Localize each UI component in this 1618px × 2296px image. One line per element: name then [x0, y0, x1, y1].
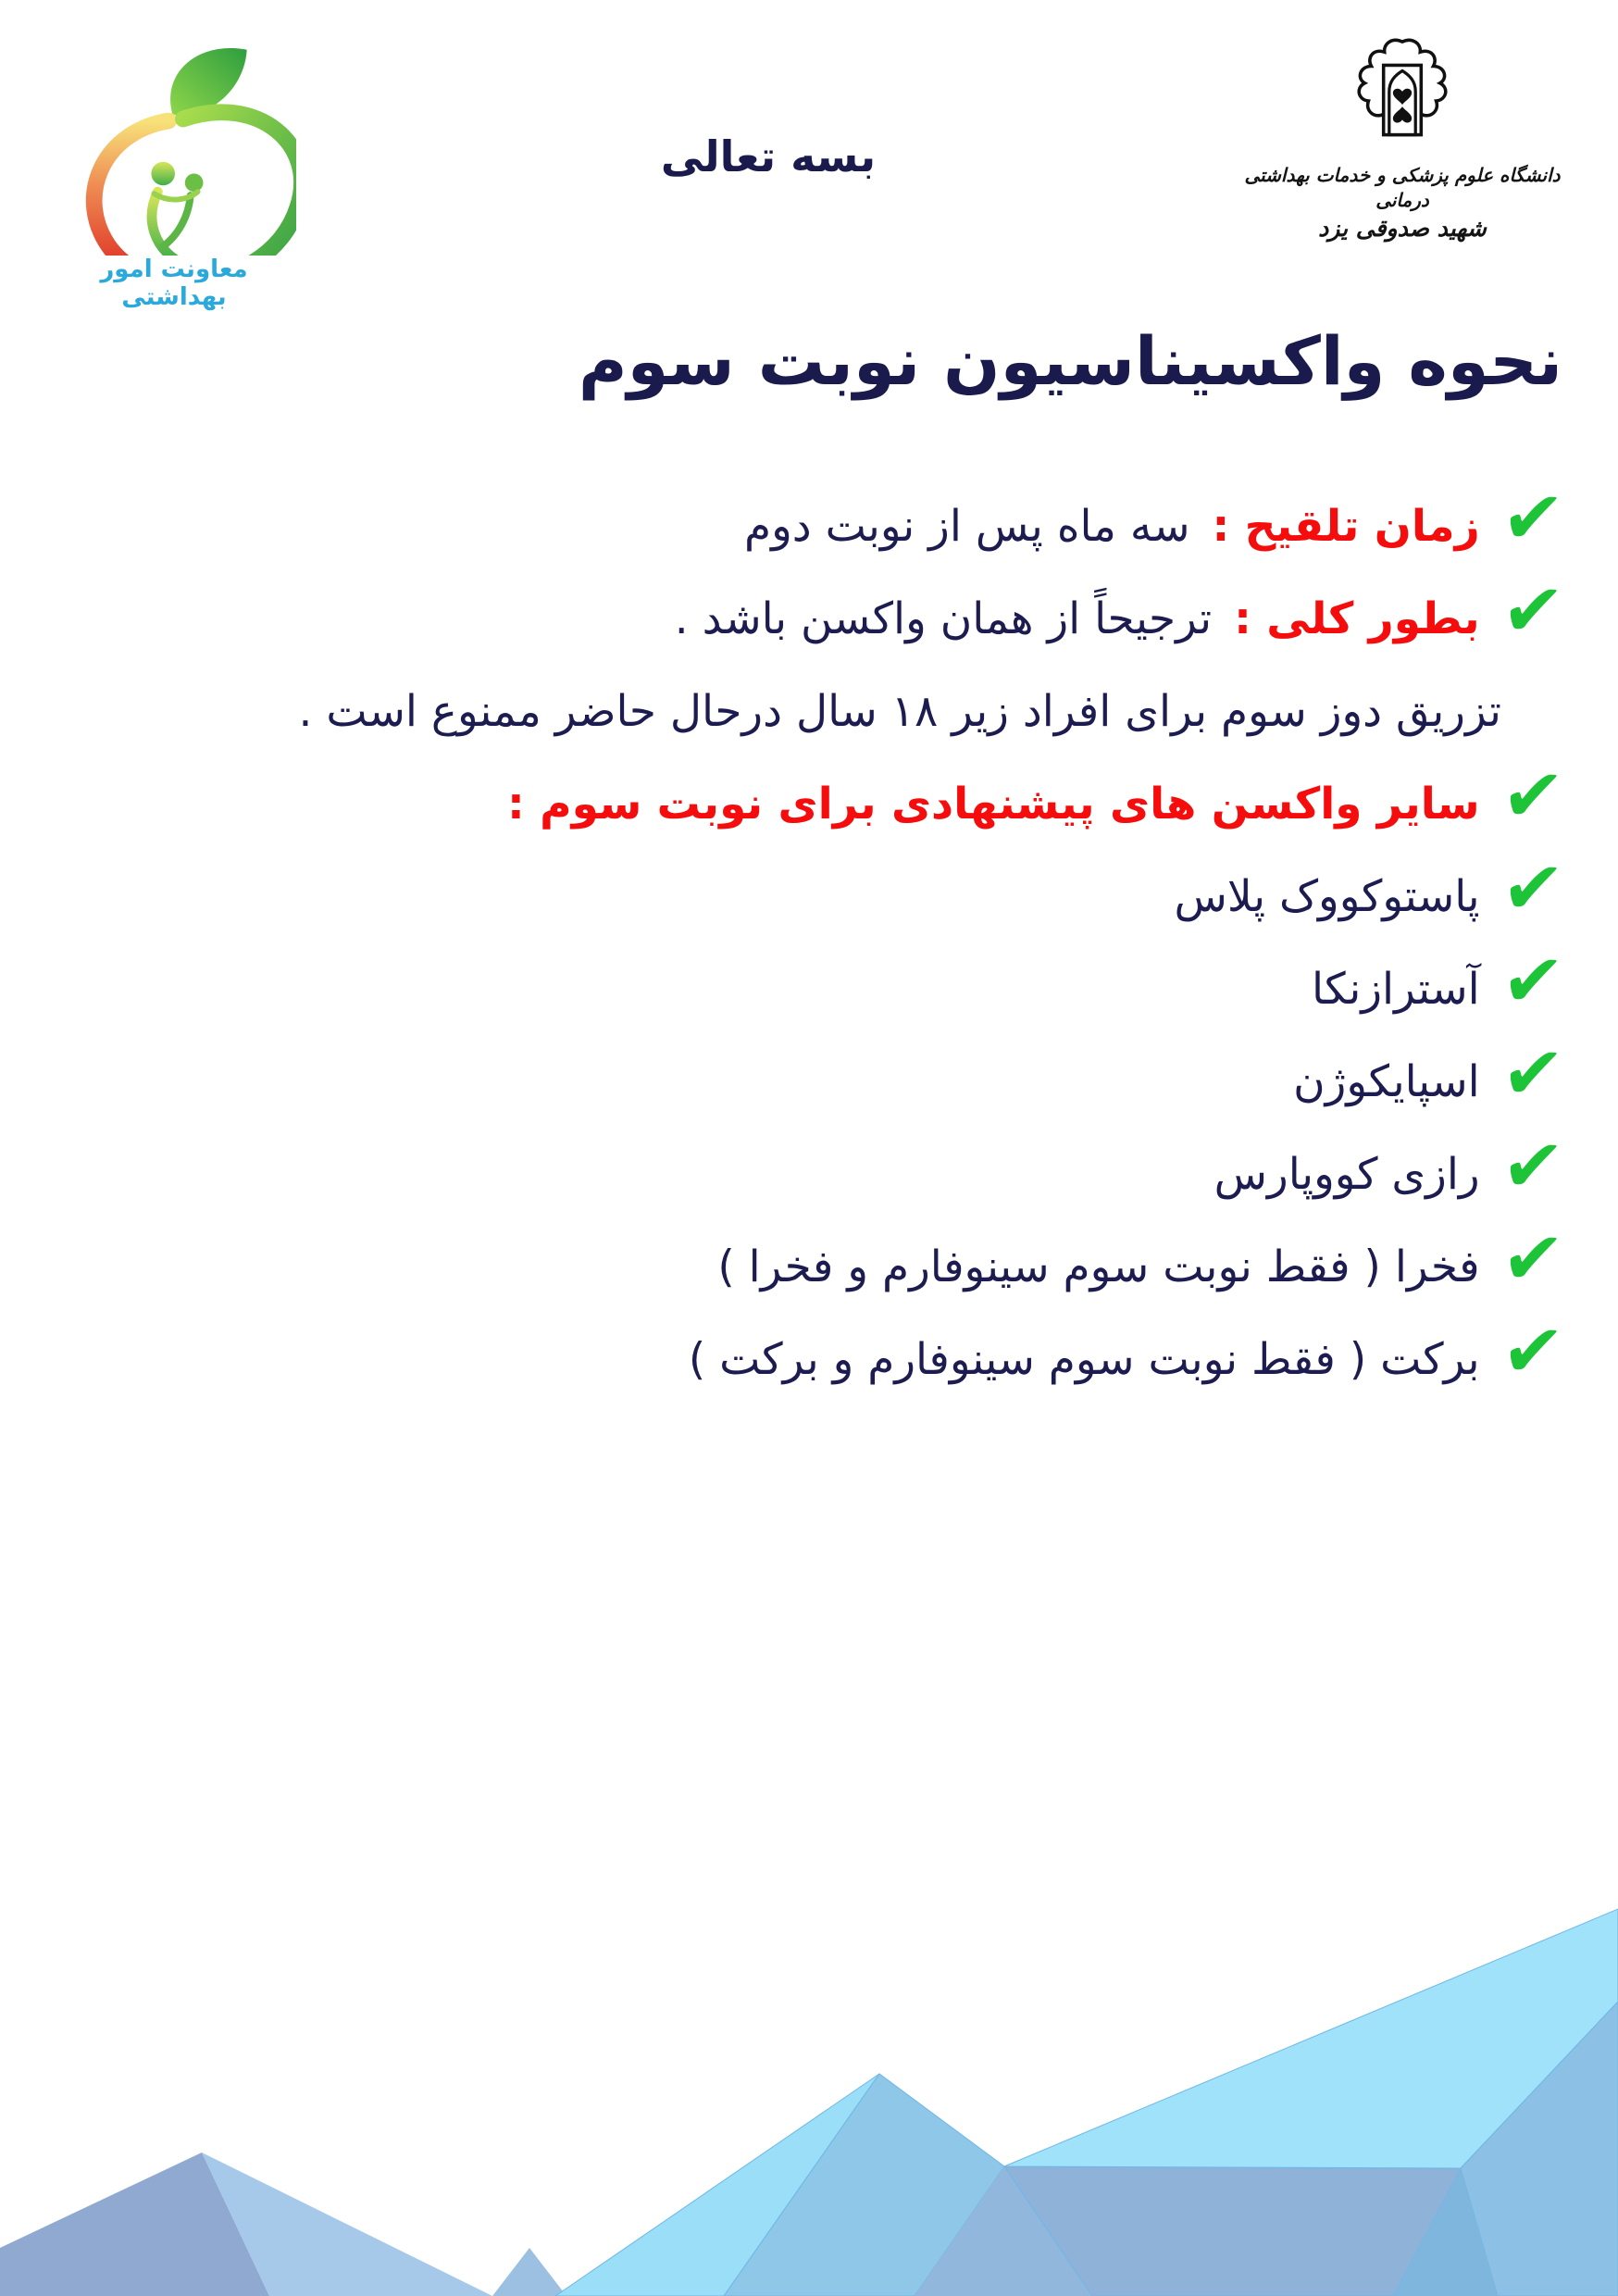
list-item-text: فخرا ( فقط نوبت سوم سینوفارم و فخرا ) [717, 1241, 1480, 1292]
list-item [28, 477, 1567, 572]
list-item [28, 569, 1567, 665]
bismillah-text: بسه تعالی [660, 131, 877, 181]
checkmark-icon: ✔ [1497, 940, 1567, 1023]
checkmark-icon: ✔ [1497, 847, 1567, 930]
university-name-line2: شهید صدوقی یزد [1318, 215, 1487, 242]
list-item-text: رازی کووپارس [1214, 1148, 1480, 1200]
left-logo-caption: معاونت امور بهداشتی [100, 256, 248, 311]
checkmark-icon: ✔ [1497, 1032, 1567, 1116]
list-item [28, 1217, 1567, 1313]
list-item-lead: سایر واکسن های پیشنهادی برای نوبت سوم : [507, 778, 1480, 830]
checkmark-icon: ✔ [1497, 1310, 1567, 1393]
list-item [28, 755, 1567, 850]
checkmark-icon: ✔ [1497, 1217, 1567, 1301]
page-title: نحوه واکسیناسیون نوبت سوم [578, 322, 1562, 400]
checkmark-icon: ✔ [1497, 477, 1567, 560]
list-item-text: سه ماه پس از نوبت دوم [743, 500, 1190, 552]
list-item [28, 1310, 1567, 1405]
list-item [28, 1125, 1567, 1220]
health-deputy-logo [52, 37, 296, 256]
checkmark-icon: ✔ [1497, 755, 1567, 838]
university-name-line1: دانشگاه علوم پزشکی و خدمات بهداشتی درمانی [1244, 164, 1561, 211]
university-logo-block [1224, 37, 1581, 242]
list-item-text: پاستوکووک پلاس [1174, 870, 1480, 922]
list-item-text: اسپایکوژن [1293, 1055, 1480, 1107]
bottom-polygon-decoration [0, 1898, 1618, 2296]
list-item [28, 940, 1567, 1035]
list-item [28, 847, 1567, 942]
list-item-text: تزریق دوز سوم برای افراد زیر ۱۸ سال درحال حاضر ممنوع است . [298, 685, 1501, 737]
list-item-lead: بطور کلی : [1234, 593, 1480, 644]
list-item-text: ترجیحاً از همان واکسن باشد . [674, 593, 1213, 644]
list-item-text: آسترازنکا [1311, 963, 1480, 1015]
checkmark-icon: ✔ [1497, 1125, 1567, 1208]
list-item [28, 1032, 1567, 1128]
list-item-lead: زمان تلقیح : [1212, 500, 1480, 552]
list-item [28, 665, 1562, 757]
checkmark-icon: ✔ [1497, 569, 1567, 653]
bullet-list [28, 477, 1567, 1405]
list-item-text: برکت ( فقط نوبت سوم سینوفارم و برکت ) [688, 1333, 1480, 1385]
university-emblem-icon [1346, 37, 1459, 159]
